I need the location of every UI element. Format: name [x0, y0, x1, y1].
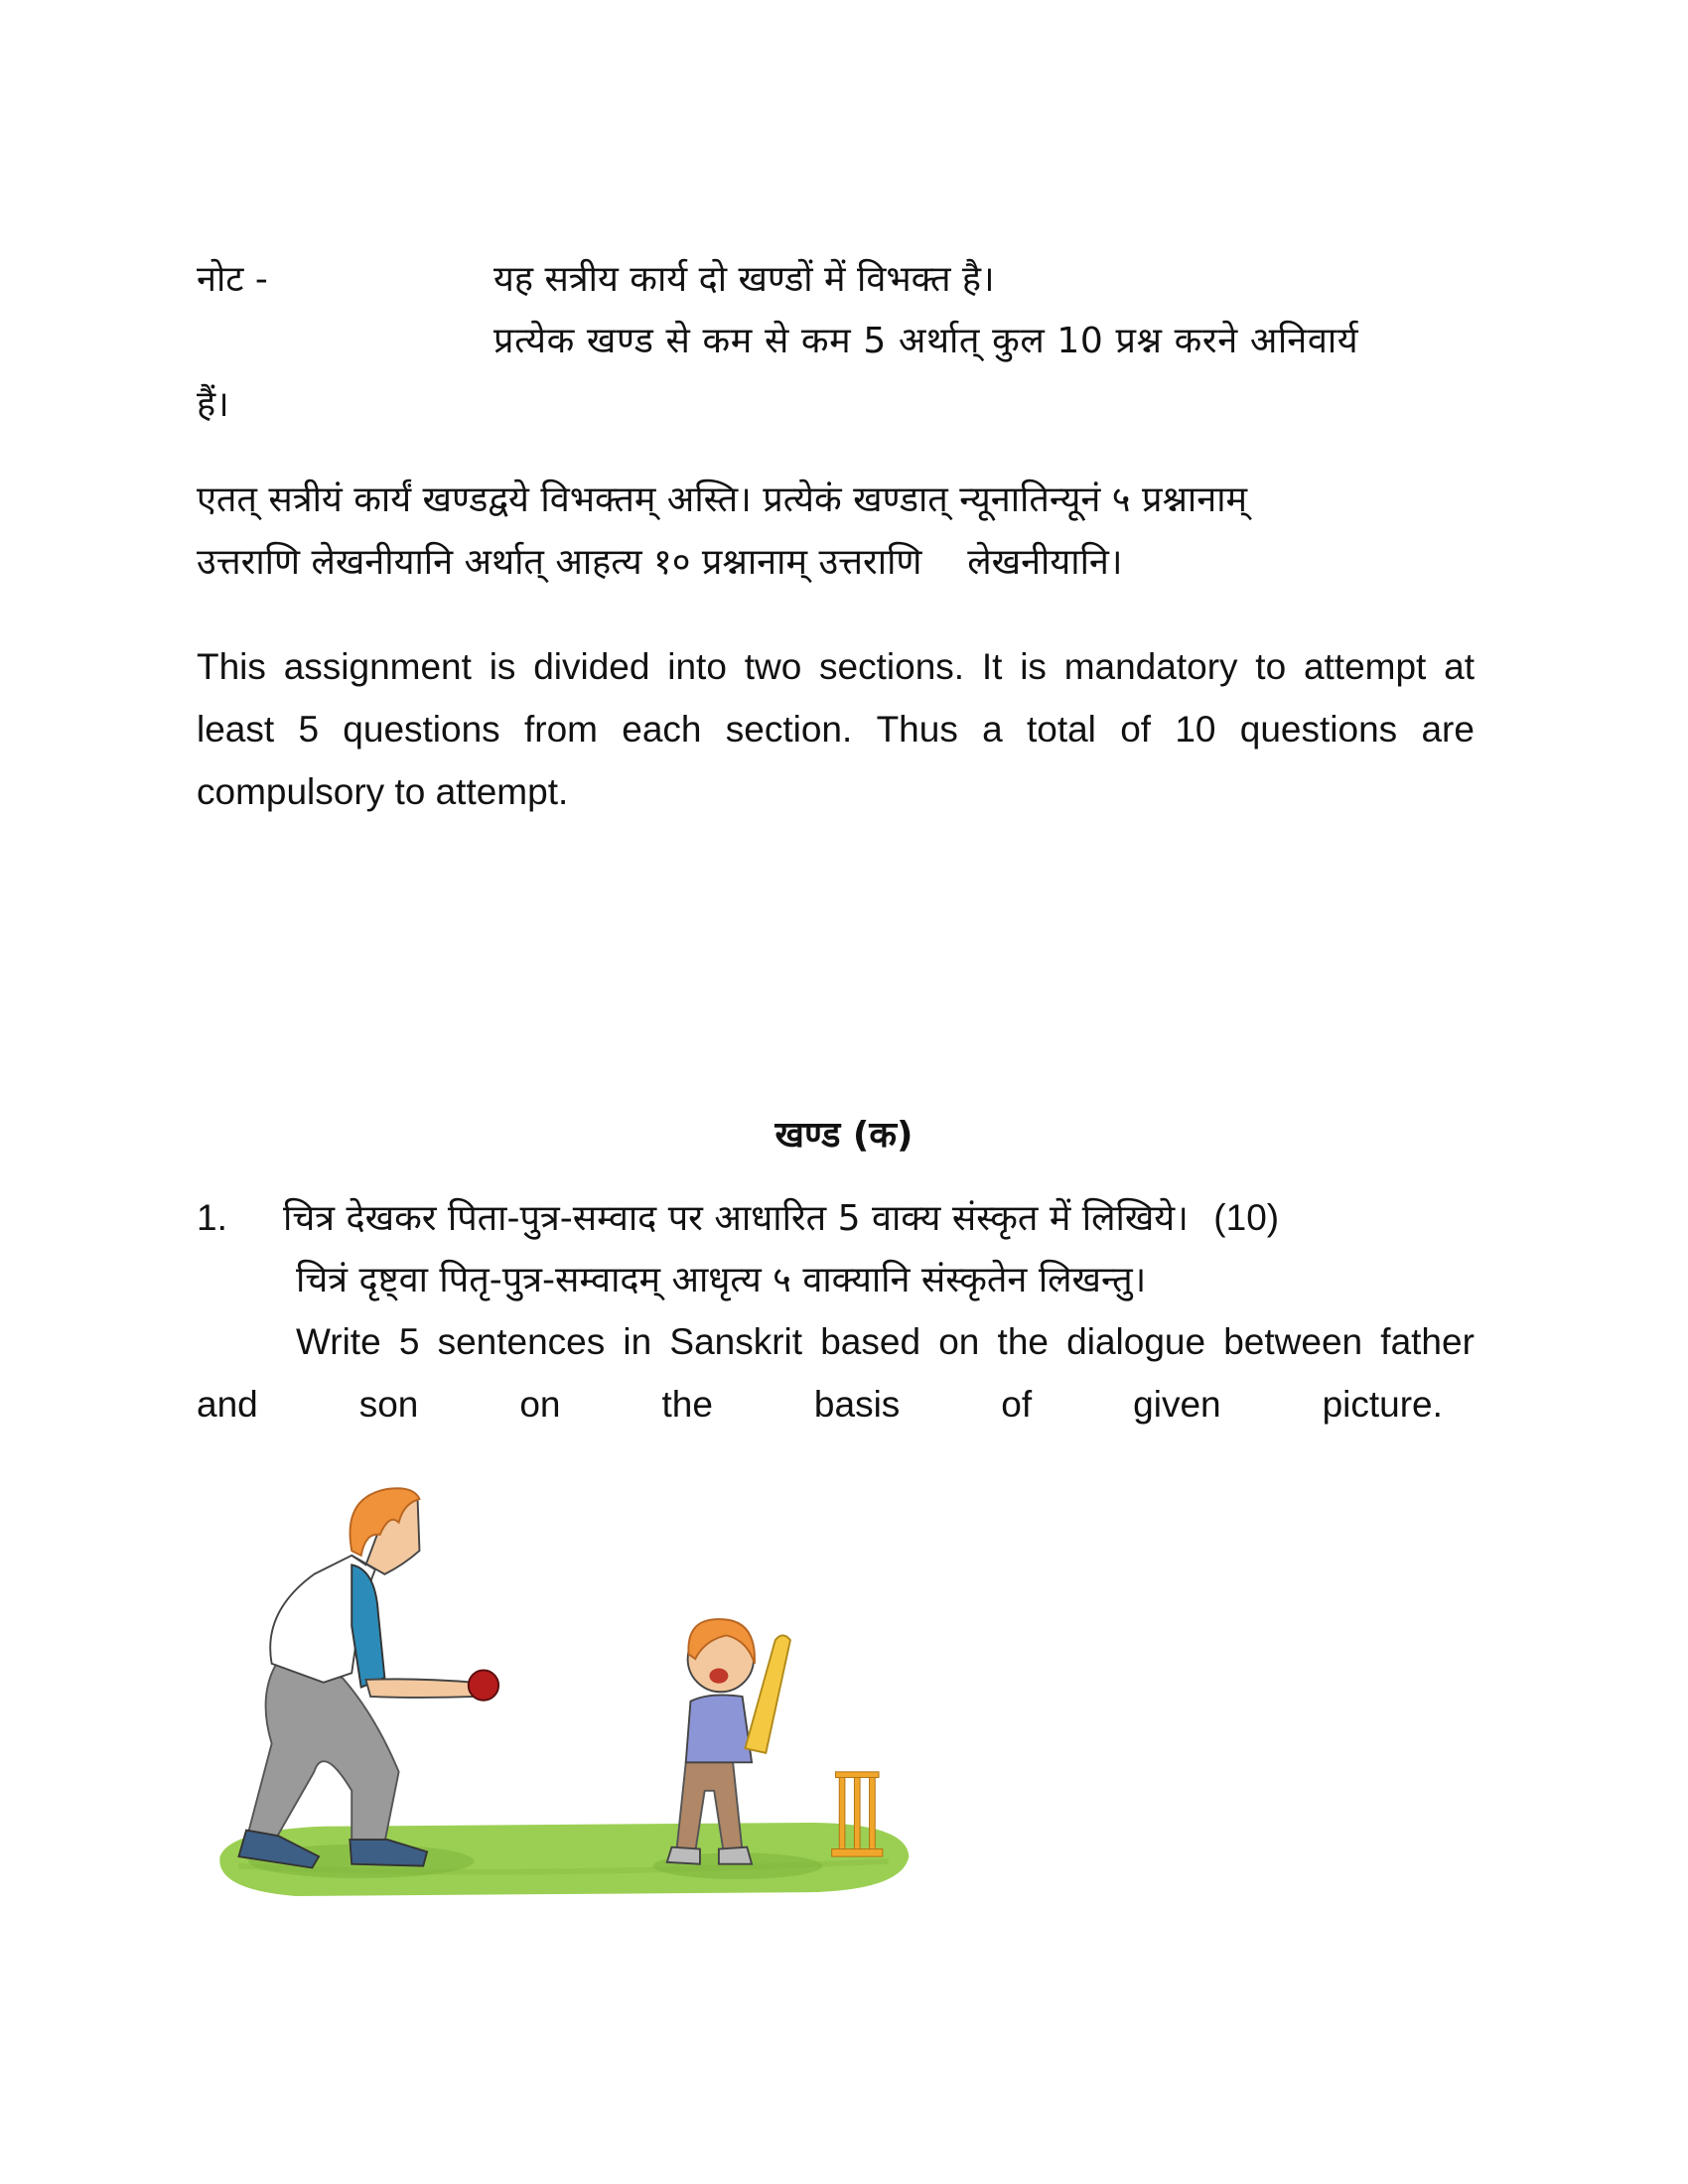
word: section. — [725, 709, 853, 750]
word: the — [997, 1321, 1049, 1362]
word: in — [623, 1321, 652, 1362]
word: into — [667, 646, 727, 687]
word: questions — [343, 709, 500, 750]
word: are — [1421, 709, 1475, 750]
word: to — [1255, 646, 1287, 687]
word: on — [519, 1384, 561, 1425]
note-line-3: हैं। — [197, 384, 229, 425]
question-number: 1. — [197, 1197, 227, 1238]
word: Sanskrit — [669, 1321, 803, 1362]
note-label: नोट - — [197, 259, 268, 300]
word: picture. — [1322, 1384, 1443, 1425]
question-hindi — [283, 1194, 1279, 1243]
word: a — [982, 709, 1003, 750]
english-note-line-2 — [197, 706, 1475, 753]
word: basis — [813, 1384, 901, 1425]
section-heading: खण्ड (क) — [774, 1115, 914, 1156]
word: questions — [1239, 709, 1398, 750]
word: sections. — [819, 646, 965, 687]
word: father — [1380, 1321, 1475, 1362]
word: 5 — [298, 709, 320, 750]
word: Thus — [876, 709, 958, 750]
sanskrit-note-line-1: एतत् सत्रीयं कार्यं खण्डद्वये विभक्तम् अस्ति। प्रत्येकं खण्डात् न्यूनातिन्यूनं ५ प्रश्नानाम् — [197, 479, 1248, 520]
word: two — [744, 646, 802, 687]
word: least — [197, 709, 275, 750]
word: the — [661, 1384, 713, 1425]
word: total — [1026, 709, 1096, 750]
word: is — [489, 646, 516, 687]
word: 5 — [398, 1321, 420, 1362]
sanskrit-note-line-2: उत्तराणि लेखनीयानि अर्थात् आहत्य १० प्रश्नानाम् उत्तराणि लेखनीयानि। — [197, 542, 1123, 583]
word: son — [358, 1384, 419, 1425]
question-english-line-1 — [296, 1318, 1475, 1366]
word: between — [1223, 1321, 1363, 1362]
father-son-cricket-image — [199, 1461, 928, 1913]
word: at — [1444, 646, 1475, 687]
word: attempt — [1303, 646, 1427, 687]
word: from — [523, 709, 598, 750]
word: based — [820, 1321, 921, 1362]
word: This — [197, 646, 266, 687]
english-note-line-1 — [197, 643, 1475, 691]
word: 10 — [1175, 709, 1216, 750]
word: sentences — [437, 1321, 606, 1362]
word: mandatory — [1063, 646, 1238, 687]
word: each — [622, 709, 702, 750]
word: on — [938, 1321, 980, 1362]
english-note-line-3: compulsory to attempt. — [197, 771, 569, 812]
word: of — [1001, 1384, 1033, 1425]
question-sanskrit: चित्रं दृष्ट्वा पितृ-पुत्र-सम्वादम् आधृत्य ५ वाक्यानि संस्कृतेन लिखन्तु। — [296, 1260, 1147, 1300]
question-marks: (10) — [1213, 1197, 1280, 1238]
word: It — [981, 646, 1003, 687]
question-english-line-2 — [197, 1381, 1443, 1429]
word: divided — [533, 646, 650, 687]
word: given — [1133, 1384, 1221, 1425]
word: Write — [296, 1321, 381, 1362]
word: assignment — [283, 646, 472, 687]
word: of — [1120, 709, 1152, 750]
note-line-1: यह सत्रीय कार्य दो खण्डों में विभक्त है। — [493, 259, 995, 300]
note-line-2: प्रत्येक खण्ड से कम से कम 5 अर्थात् कुल 10 प्रश्न करने अनिवार्य — [493, 321, 1359, 361]
word: is — [1020, 646, 1047, 687]
word: and — [197, 1384, 258, 1425]
word: dialogue — [1066, 1321, 1206, 1362]
question-hindi-text: चित्र देखकर पिता-पुत्र-सम्वाद पर आधारित 5 वाक्य संस्कृत में लिखिये। — [283, 1198, 1189, 1239]
